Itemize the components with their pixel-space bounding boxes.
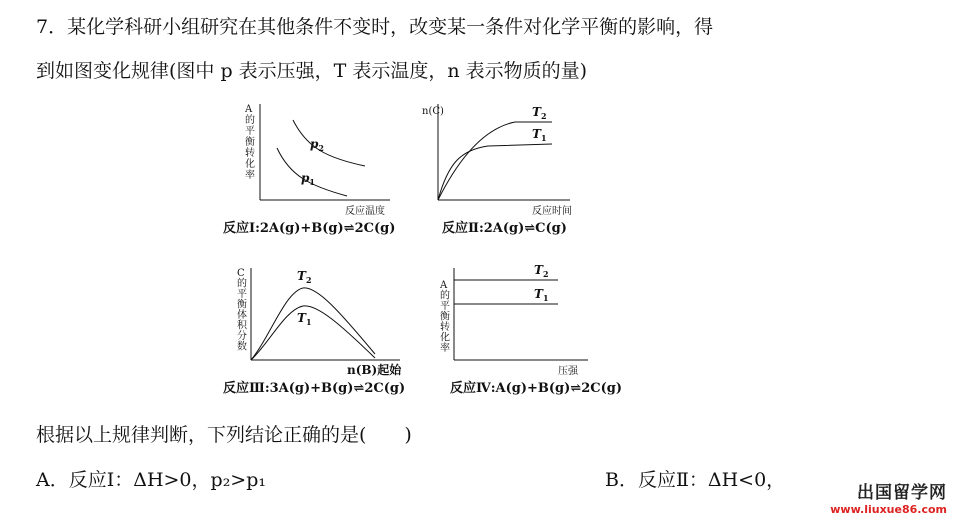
figure-reaction-3: [215, 262, 425, 397]
f1-label-p2: $p_2$: [310, 137, 324, 153]
f1-curve-p2: [293, 120, 365, 166]
watermark-url: www.liuxue86.com: [830, 503, 947, 516]
figure-reaction-4: [430, 262, 630, 397]
f3-label-t2: $T_2$: [297, 269, 312, 285]
f2-curve-t1: [438, 144, 552, 200]
f4-xlabel: 压强: [558, 366, 578, 377]
f3-curve-t2: [251, 288, 375, 360]
f1-xlabel: 反应温度: [345, 206, 385, 217]
f3-curve-t1: [251, 306, 375, 360]
question-stem-line1: 7．某化学科研小组研究在其他条件不变时，改变某一条件对化学平衡的影响，得: [36, 16, 714, 38]
f1-caption: 反应Ⅰ:2A(g)+B(g)⇌2C(g): [223, 221, 396, 236]
f2-label-t2: $T_2$: [532, 105, 547, 121]
f2-label-t1: $T_1$: [532, 127, 547, 143]
question-prompt: 根据以上规律判断，下列结论正确的是( ): [36, 424, 412, 446]
f2-xlabel: 反应时间: [532, 206, 572, 217]
f1-curve-p1: [277, 148, 347, 196]
figure-reaction-1: [215, 98, 415, 238]
f3-ylabel: C 的平衡体积分数: [237, 268, 247, 353]
f4-caption: 反应Ⅳ:A(g)+B(g)⇌2C(g): [450, 381, 622, 396]
option-a: A．反应Ⅰ：ΔH>0，p₂>p₁: [36, 469, 267, 491]
f4-label-t1: $T_1$: [534, 287, 549, 303]
f1-label-p1: $p_1$: [301, 171, 315, 187]
f2-ylabel: n(C): [422, 106, 444, 117]
f3-caption: 反应Ⅲ:3A(g)+B(g)⇌2C(g): [223, 381, 406, 396]
f4-ylabel: A 的平衡转化率: [440, 280, 450, 354]
question-stem-line2: 到如图变化规律(图中 p 表示压强，T 表示温度，n 表示物质的量): [36, 60, 588, 82]
option-b: B．反应Ⅱ：ΔH<0，: [605, 469, 786, 491]
f2-caption: 反应Ⅱ:2A(g)⇌C(g): [442, 221, 567, 236]
watermark: [830, 478, 947, 516]
f1-ylabel: A 的平衡转化率: [245, 104, 255, 181]
figure-reaction-2: [420, 98, 610, 238]
watermark-name: 出国留学网: [857, 483, 947, 503]
f3-xlabel: n(B)起始: [347, 363, 402, 377]
f4-label-t2: $T_2$: [534, 263, 549, 279]
f3-label-t1: $T_1$: [297, 311, 312, 327]
